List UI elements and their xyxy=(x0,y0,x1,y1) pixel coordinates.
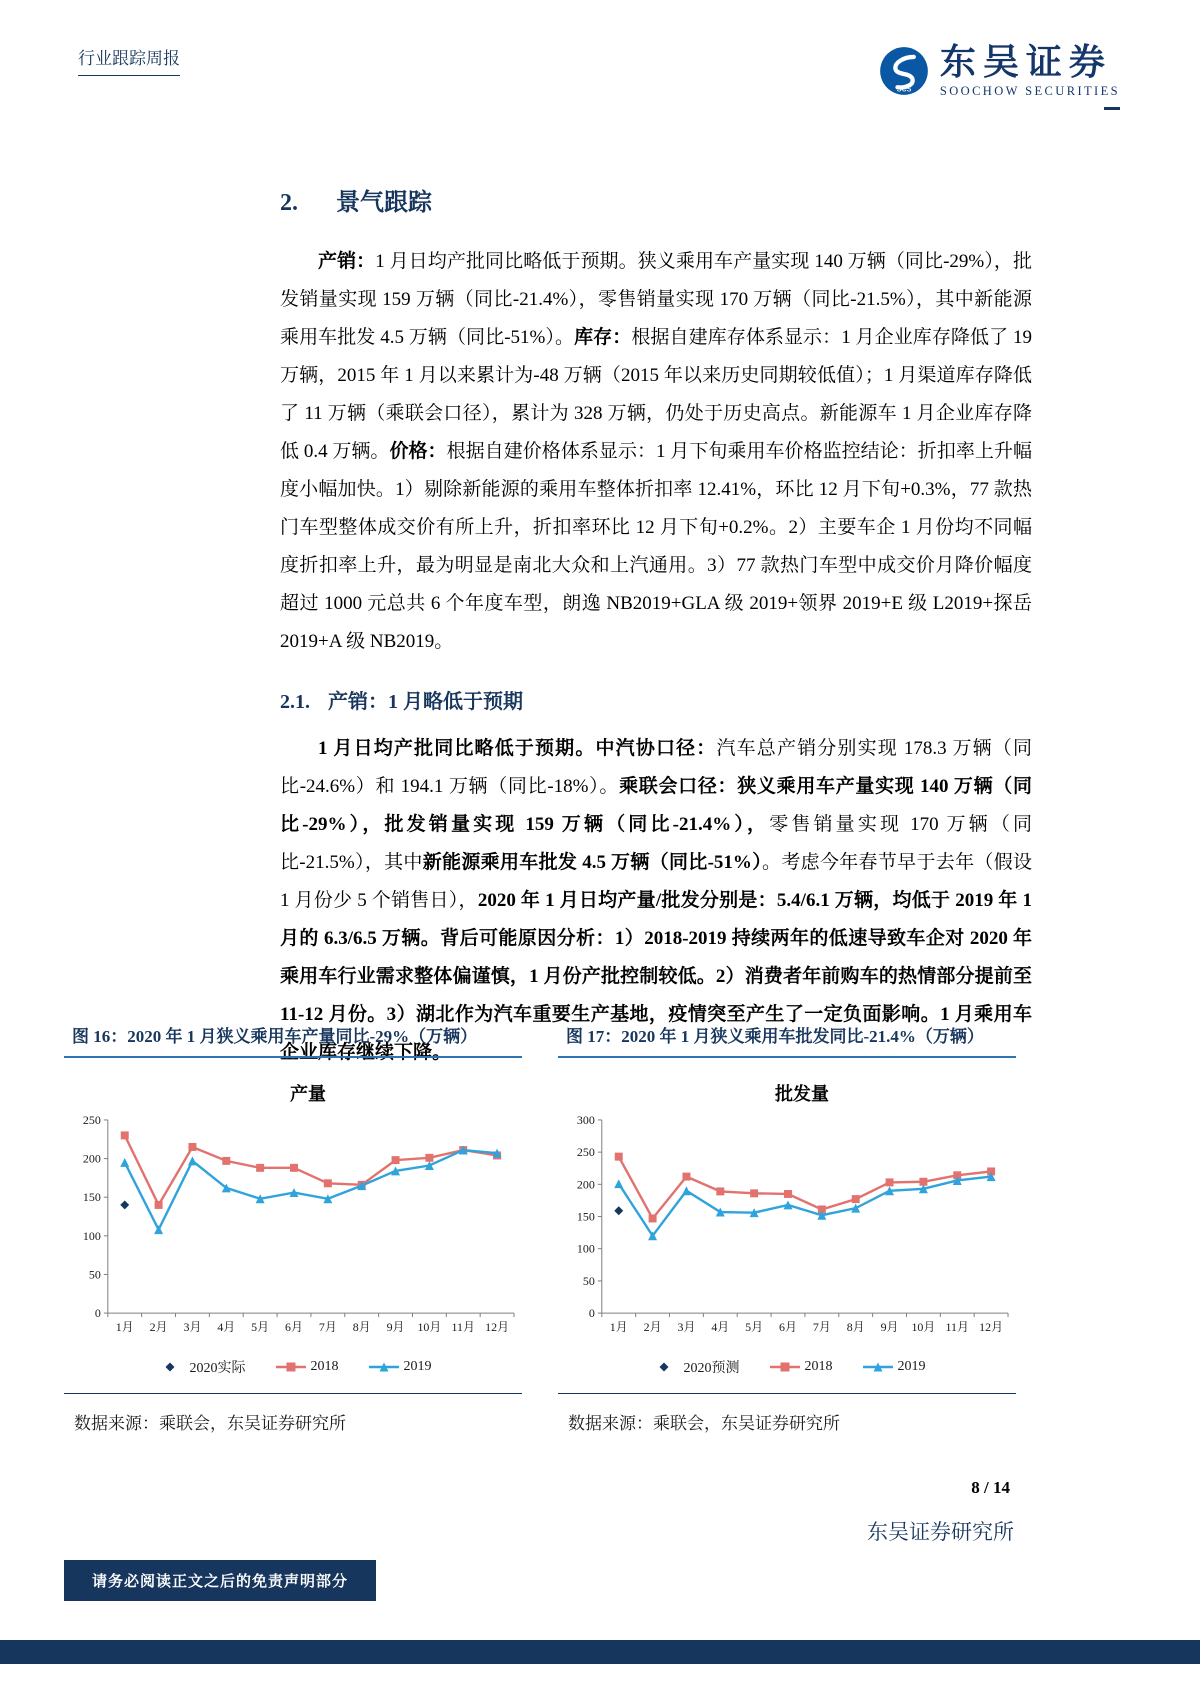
figure-17-source: 数据来源：乘联会，东吴证券研究所 xyxy=(558,1393,1016,1434)
section-number: 2. xyxy=(280,190,298,216)
report-body xyxy=(280,182,1032,1078)
svg-text:250: 250 xyxy=(576,1145,595,1160)
legend-item: 2020实际 xyxy=(155,1357,246,1377)
svg-text:50: 50 xyxy=(88,1267,101,1282)
svg-text:10月: 10月 xyxy=(911,1320,936,1335)
chart-17-title: 批发量 xyxy=(775,1084,829,1104)
brand-name-cn: 东吴证券 xyxy=(939,42,1112,82)
svg-text:0: 0 xyxy=(588,1306,595,1321)
bottom-brand-bar xyxy=(0,1640,1200,1664)
figure-17-caption: 图 17：2020 年 1 月狭义乘用车批发同比-21.4%（万辆） xyxy=(558,1022,1016,1058)
svg-text:8月: 8月 xyxy=(846,1320,865,1335)
page-header xyxy=(78,44,1120,110)
svg-text:5月: 5月 xyxy=(745,1320,764,1335)
figures-row xyxy=(64,1022,1016,1434)
svg-text:2月: 2月 xyxy=(643,1320,662,1335)
figure-16-source: 数据来源：乘联会，东吴证券研究所 xyxy=(64,1393,522,1434)
svg-text:12月: 12月 xyxy=(485,1320,510,1335)
svg-text:150: 150 xyxy=(82,1190,101,1205)
svg-text:200: 200 xyxy=(576,1177,595,1192)
subsection-number: 2.1. xyxy=(280,691,310,713)
brand-block xyxy=(878,44,1120,110)
svg-text:11月: 11月 xyxy=(451,1320,475,1335)
legend-item: 2019 xyxy=(863,1359,926,1375)
report-type-label: 行业跟踪周报 xyxy=(78,44,180,76)
svg-text:7月: 7月 xyxy=(318,1320,337,1335)
page-number: 8 / 14 xyxy=(971,1478,1010,1497)
svg-text:1月: 1月 xyxy=(115,1320,134,1335)
svg-text:10月: 10月 xyxy=(417,1320,442,1335)
svg-text:11月: 11月 xyxy=(945,1320,969,1335)
subsection-title: 产销：1 月略低于预期 xyxy=(328,691,523,713)
svg-text:0: 0 xyxy=(94,1306,101,1321)
chart-17-legend xyxy=(558,1357,1016,1377)
svg-text:3月: 3月 xyxy=(677,1320,696,1335)
svg-text:9月: 9月 xyxy=(880,1320,899,1335)
svg-text:2月: 2月 xyxy=(149,1320,168,1335)
svg-text:6月: 6月 xyxy=(779,1320,797,1335)
svg-text:250: 250 xyxy=(82,1112,101,1127)
svg-text:6月: 6月 xyxy=(285,1320,303,1335)
legend-item: 2019 xyxy=(369,1359,432,1375)
svg-text:100: 100 xyxy=(576,1241,595,1256)
section-title: 景气跟踪 xyxy=(336,190,432,216)
svg-text:4月: 4月 xyxy=(711,1320,730,1335)
figure-17 xyxy=(558,1022,1016,1434)
brand-name-en: SOOCHOW SECURITIES xyxy=(939,83,1120,98)
soochow-logo-icon xyxy=(878,45,930,97)
svg-text:1月: 1月 xyxy=(609,1320,628,1335)
section-heading xyxy=(280,182,1032,217)
svg-text:5月: 5月 xyxy=(251,1320,270,1335)
figure-16 xyxy=(64,1022,522,1434)
legend-item: 2020预测 xyxy=(649,1357,740,1377)
legend-item: 2018 xyxy=(276,1359,339,1375)
figure-16-caption: 图 16：2020 年 1 月狭义乘用车产量同比-29%（万辆） xyxy=(64,1022,522,1058)
chart-16-plot xyxy=(64,1106,522,1355)
footer-org: 东吴证券研究所 xyxy=(867,1520,1014,1544)
paragraph-overview: 产销：1 月日均产批同比略低于预期。狭义乘用车产量实现 140 万辆（同比-29%），批发销量实现 159 万辆（同比-21.4%），零售销量实现 170 万辆（同比-21.5%），其中新能源乘用车批发 4.5 万辆（同比-51%）。库存：根据自建库存体系显示：1 月企业库存降低了 19 万辆，2015 年 1 月以来累计为-48 万辆（2015 年以来历史同期较低值）；1 月渠道库存降低了 11 万辆（乘联会口径），累计为 328 万辆，仍处于历史高点。新能源车 1 月企业库存降低 0.4 万辆。价格：根据自建价格体系显示：1 月下旬乘用车价格监控结论：折扣率上升幅度小幅加快。1）剔除新能源的乘用车整体折扣率 12.41%，环比 12 月下旬+0.3%，77 款热门车型整体成交价有所上升，折扣率环比 12 月下旬+0.2%。2）主要车企 1 月份均不同幅度折扣率上升，最为明显是南北大众和上汽通用。3）77 款热门车型中成交价月降价幅度超过 1000 元总共 6 个年度车型，朗逸 NB2019+GLA 级 2019+领界 2019+E 级 L2019+探岳 2019+A 级 NB2019。 xyxy=(280,251,1032,652)
svg-text:50: 50 xyxy=(582,1273,595,1288)
paragraph-detail: 1 月日均产批同比略低于预期。中汽协口径：汽车总产销分别实现 178.3 万辆（同比-24.6%）和 194.1 万辆（同比-18%）。乘联会口径：狭义乘用车产量实现 140 万辆（同比-29%），批发销量实现 159 万辆（同比-21.4%），零售销量实现 170 万辆（同比-21.5%），其中新能源乘用车批发 4.5 万辆（同比-51%）。考虑今年春节早于去年（假设 1 月份少 5 个销售日），2020 年 1 月日均产量/批发分别是：5.4/6.1 万辆，均低于 2019 年 1 月的 6.3/6.5 万辆。背后可能原因分析：1）2018-2019 持续两年的低速导致车企对 2020 年乘用车行业需求整体偏谨慎，1 月份产批控制较低。2）消费者年前购车的热情部分提前至 11-12 月份。3）湖北作为汽车重要生产基地，疫情突至产生了一定负面影响。1 月乘用车企业库存继续下降。 xyxy=(280,738,1033,1063)
svg-text:9月: 9月 xyxy=(386,1320,405,1335)
chart-16-title: 产量 xyxy=(290,1084,326,1104)
svg-text:12月: 12月 xyxy=(979,1320,1004,1335)
svg-text:200: 200 xyxy=(82,1151,101,1166)
svg-text:3月: 3月 xyxy=(183,1320,202,1335)
chart-17-plot xyxy=(558,1106,1016,1355)
svg-text:7月: 7月 xyxy=(812,1320,831,1335)
svg-text:300: 300 xyxy=(576,1112,595,1127)
logo-text: scs xyxy=(896,83,912,95)
svg-text:150: 150 xyxy=(576,1209,595,1224)
svg-text:4月: 4月 xyxy=(217,1320,236,1335)
svg-text:8月: 8月 xyxy=(352,1320,371,1335)
chart-16-legend xyxy=(64,1357,522,1377)
subsection-heading xyxy=(280,685,1032,714)
header-dash xyxy=(1104,107,1120,110)
disclaimer-banner: 请务必阅读正文之后的免责声明部分 xyxy=(64,1560,376,1601)
svg-text:100: 100 xyxy=(82,1228,101,1243)
legend-item: 2018 xyxy=(770,1359,833,1375)
